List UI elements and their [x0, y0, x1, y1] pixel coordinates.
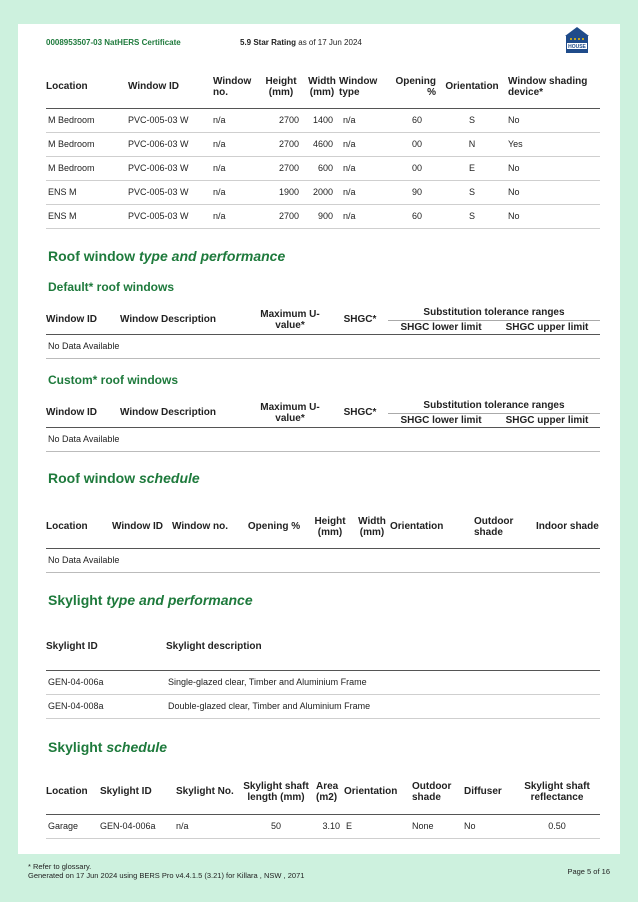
col-window-no: Window no.	[213, 66, 257, 108]
col-height: Height (mm)	[306, 506, 354, 548]
col-shaft-length: Skylight shaft length (mm)	[236, 770, 316, 814]
table-cell: n/a	[339, 180, 394, 204]
col-shading-device: Window shading device*	[508, 66, 600, 108]
col-outdoor-shade: Outdoor shade	[412, 770, 464, 814]
table-cell: GEN-04-006a	[46, 670, 166, 694]
generated-note: Generated on 17 Jun 2024 using BERS Pro v4.4.1.5 (3.21) for Killara , NSW , 2071	[28, 871, 305, 880]
table-cell: n/a	[213, 156, 257, 180]
col-shgc: SHGC*	[332, 306, 388, 334]
nathers-house-logo	[564, 26, 590, 54]
col-shgc-lower: SHGC lower limit	[388, 320, 494, 334]
table-cell: PVC-006-03 W	[128, 156, 213, 180]
table-cell: Double-glazed clear, Timber and Aluminium Frame	[166, 694, 600, 718]
col-shgc: SHGC*	[332, 399, 388, 427]
table-cell: n/a	[339, 204, 394, 228]
col-opening: Opening %	[394, 66, 436, 108]
table-cell: No	[464, 814, 514, 838]
table-cell: No	[508, 108, 600, 132]
table-cell: No	[508, 156, 600, 180]
document-page	[18, 24, 620, 854]
table-cell: 60	[394, 204, 436, 228]
no-data-text: No Data Available	[46, 548, 600, 572]
roof-window-perf-title: Roof window type and performance	[48, 248, 286, 264]
table-cell: 60	[394, 108, 436, 132]
table-row	[46, 204, 600, 228]
star-rating: 5.9 Star Rating as of 17 Jun 2024	[240, 38, 362, 47]
table-cell: GEN-04-006a	[100, 814, 176, 838]
table-cell: 2700	[257, 156, 305, 180]
table-cell: E	[344, 814, 412, 838]
col-window-desc: Window Description	[120, 306, 248, 334]
table-cell: 2000	[305, 180, 339, 204]
col-location: Location	[46, 770, 100, 814]
col-diffuser: Diffuser	[464, 770, 514, 814]
table-cell: n/a	[176, 814, 236, 838]
default-roof-windows-table	[46, 306, 600, 359]
skylight-perf-table	[46, 624, 600, 719]
table-cell: Garage	[46, 814, 100, 838]
col-window-id: Window ID	[112, 506, 172, 548]
table-cell: 2700	[257, 108, 305, 132]
table-cell: M Bedroom	[46, 156, 128, 180]
table-cell: PVC-005-03 W	[128, 204, 213, 228]
table-cell: 600	[305, 156, 339, 180]
col-sub-tolerance: Substitution tolerance ranges	[388, 306, 600, 320]
table-row	[46, 108, 600, 132]
col-shgc-upper: SHGC upper limit	[494, 413, 600, 427]
col-window-no: Window no.	[172, 506, 242, 548]
table-cell: No	[508, 204, 600, 228]
table-row	[46, 156, 600, 180]
table-cell: 90	[394, 180, 436, 204]
table-cell: 2700	[257, 204, 305, 228]
table-cell: 3.10	[316, 814, 344, 838]
window-schedule-table	[46, 66, 600, 229]
col-location: Location	[46, 506, 112, 548]
col-skylight-id: Skylight ID	[100, 770, 176, 814]
table-cell: 0.50	[514, 814, 600, 838]
table-cell: ENS M	[46, 180, 128, 204]
table-cell: ENS M	[46, 204, 128, 228]
table-cell: N	[436, 132, 508, 156]
skylight-schedule-title: Skylight schedule	[48, 739, 168, 755]
no-data-text: No Data Available	[46, 334, 600, 358]
table-cell: 2700	[257, 132, 305, 156]
default-roof-windows-title: Default* roof windows	[48, 280, 174, 294]
col-opening: Opening %	[242, 506, 306, 548]
table-cell: n/a	[213, 204, 257, 228]
table-cell: n/a	[339, 156, 394, 180]
table-cell: PVC-005-03 W	[128, 108, 213, 132]
col-width: Width (mm)	[354, 506, 390, 548]
table-row	[46, 132, 600, 156]
col-width: Width (mm)	[305, 66, 339, 108]
col-shgc-upper: SHGC upper limit	[494, 320, 600, 334]
table-row	[46, 814, 600, 838]
table-row	[46, 180, 600, 204]
table-cell: 1900	[257, 180, 305, 204]
table-cell: S	[436, 180, 508, 204]
table-cell: None	[412, 814, 464, 838]
table-row	[46, 670, 600, 694]
roof-window-schedule-title: Roof window schedule	[48, 470, 200, 486]
col-outdoor-shade: Outdoor shade	[474, 506, 536, 548]
col-orientation: Orientation	[390, 506, 474, 548]
col-window-id: Window ID	[128, 66, 213, 108]
table-cell: M Bedroom	[46, 108, 128, 132]
table-cell: n/a	[213, 132, 257, 156]
footer-notes	[28, 862, 304, 880]
col-shgc-lower: SHGC lower limit	[388, 413, 494, 427]
table-cell: 00	[394, 132, 436, 156]
col-max-u: Maximum U-value*	[248, 399, 332, 427]
table-cell: n/a	[213, 180, 257, 204]
col-window-id: Window ID	[46, 399, 120, 427]
col-area: Area (m2)	[316, 770, 344, 814]
col-window-desc: Window Description	[120, 399, 248, 427]
table-cell: 900	[305, 204, 339, 228]
col-orientation: Orientation	[344, 770, 412, 814]
table-cell: GEN-04-008a	[46, 694, 166, 718]
page-number: Page 5 of 16	[567, 867, 610, 876]
col-window-id: Window ID	[46, 306, 120, 334]
table-cell: 4600	[305, 132, 339, 156]
no-data-text: No Data Available	[46, 427, 600, 451]
table-cell: M Bedroom	[46, 132, 128, 156]
col-shaft-reflectance: Skylight shaft reflectance	[514, 770, 600, 814]
custom-roof-windows-title: Custom* roof windows	[48, 373, 178, 387]
col-indoor-shade: Indoor shade	[536, 506, 600, 548]
skylight-schedule-table	[46, 770, 600, 839]
col-max-u: Maximum U-value*	[248, 306, 332, 334]
col-skylight-id: Skylight ID	[46, 624, 166, 670]
col-location: Location	[46, 66, 128, 108]
glossary-note: * Refer to glossary.	[28, 862, 92, 871]
col-window-type: Window type	[339, 66, 394, 108]
certificate-number: 0008953507-03 NatHERS Certificate	[46, 38, 181, 47]
roof-window-schedule-table	[46, 506, 600, 573]
table-row	[46, 694, 600, 718]
table-cell: 00	[394, 156, 436, 180]
table-cell: 50	[236, 814, 316, 838]
table-cell: PVC-006-03 W	[128, 132, 213, 156]
table-cell: S	[436, 204, 508, 228]
col-orientation: Orientation	[436, 66, 508, 108]
table-cell: S	[436, 108, 508, 132]
table-cell: Single-glazed clear, Timber and Aluminium Frame	[166, 670, 600, 694]
table-cell: 1400	[305, 108, 339, 132]
col-sub-tolerance: Substitution tolerance ranges	[388, 399, 600, 413]
table-cell: n/a	[339, 108, 394, 132]
table-cell: PVC-005-03 W	[128, 180, 213, 204]
custom-roof-windows-table	[46, 399, 600, 452]
table-cell: E	[436, 156, 508, 180]
table-cell: n/a	[339, 132, 394, 156]
table-cell: n/a	[213, 108, 257, 132]
skylight-perf-title: Skylight type and performance	[48, 592, 253, 608]
table-cell: No	[508, 180, 600, 204]
col-height: Height (mm)	[257, 66, 305, 108]
table-cell: Yes	[508, 132, 600, 156]
svg-text:HOUSE: HOUSE	[568, 44, 586, 50]
col-skylight-desc: Skylight description	[166, 624, 600, 670]
col-skylight-no: Skylight No.	[176, 770, 236, 814]
